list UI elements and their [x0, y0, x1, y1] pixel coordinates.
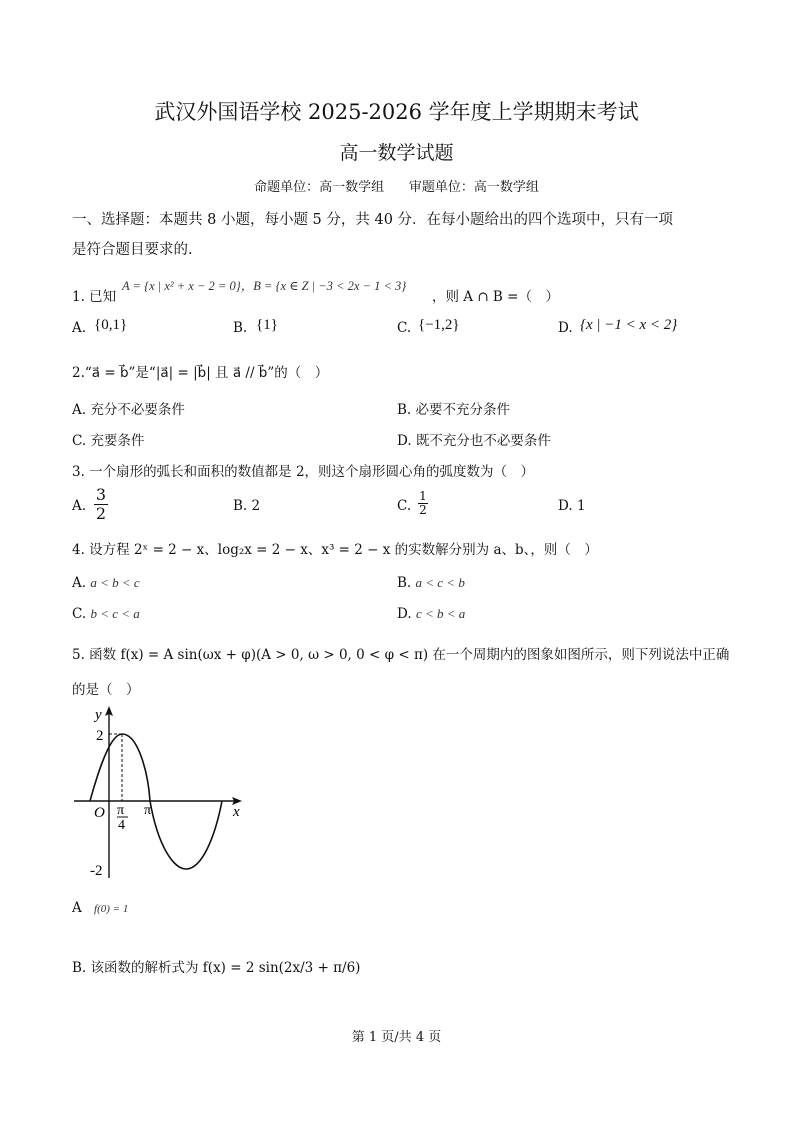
option-label: A.: [72, 575, 87, 591]
option-text: c < b < a: [415, 606, 466, 621]
question-1-option-d-label: D.: [558, 320, 573, 336]
question-3-option-c-label: C.: [397, 498, 412, 514]
question-5-stem-line2: 的是（ ）: [72, 682, 140, 698]
option-label: A: [72, 900, 82, 916]
option-label: A.: [72, 402, 87, 418]
option-text: 该函数的解析式为 f(x) = 2 sin(2x/3 + π/6): [90, 960, 361, 976]
question-4-option-d: [397, 606, 465, 622]
question-1-option-d: {x | −1 < x < 2}: [580, 317, 678, 333]
option-text: 必要不充分条件: [415, 402, 511, 418]
option-label: D.: [397, 606, 412, 622]
option-label: B.: [397, 402, 412, 418]
question-1-option-a-label: A.: [72, 320, 87, 336]
option-text: 既不充分也不必要条件: [415, 433, 551, 449]
option-label: B.: [233, 498, 248, 514]
question-1-option-a: {0,1}: [94, 317, 128, 333]
option-label: B.: [397, 575, 412, 591]
fraction-numerator: 3: [95, 485, 107, 504]
question-1-option-b-label: B.: [233, 320, 248, 336]
question-4-option-b: [397, 575, 465, 591]
y-min-label: -2: [90, 863, 103, 879]
question-3-option-a-fraction: [94, 486, 108, 523]
question-5-option-a: [72, 900, 128, 916]
question-3-option-d: [558, 498, 586, 514]
question-3-stem: 3. 一个扇形的弧长和面积的数值都是 2，则这个扇形圆心角的弧度数为（ ）: [72, 464, 535, 480]
page-title: 武汉外国语学校 2025-2026 学年度上学期期末考试: [154, 100, 639, 124]
question-5-option-b: [72, 956, 360, 976]
x-axis-label: x: [233, 804, 240, 820]
question-1-sets: A = {x | x² + x − 2 = 0}，B = {x ∈ Z | −3 < 2x − 1 < 3}: [122, 279, 407, 293]
option-text: 1: [576, 498, 586, 514]
option-label: D.: [397, 433, 412, 449]
question-4-option-a: [72, 575, 140, 591]
option-text: a < b < c: [90, 575, 140, 590]
page-footer: 第 1 页/共 4 页: [351, 1030, 442, 1045]
question-1-option-b: {1}: [256, 317, 278, 333]
option-text: 充分不必要条件: [90, 402, 185, 418]
question-3-option-c-fraction: [418, 490, 428, 517]
section-instructions-line1: 一、选择题：本题共 8 小题，每小题 5 分，共 40 分．在每小题给出的四个选项中，只有一项: [72, 212, 674, 228]
tick-pi4-denominator: 4: [118, 818, 125, 833]
option-label: C.: [72, 433, 87, 449]
question-1-option-c-label: C.: [397, 320, 412, 336]
exam-units: 命题单位：高一数学组 审题单位：高一数学组: [254, 180, 539, 195]
question-2-option-b: [397, 398, 510, 418]
origin-label: O: [94, 805, 105, 821]
question-5-stem-line1: 5. 函数 f(x) = A sin(ωx + φ)(A > 0, ω > 0, 0 < φ < π) 在一个周期内的图象如图所示，则下列说法中正确: [72, 647, 730, 663]
question-1-prefix: 1. 已知: [72, 289, 117, 305]
question-4-stem: 4. 设方程 2ˣ = 2 − x、log₂x = 2 − x、x³ = 2 − x 的实数解分别为 a、b、，则（ ）: [72, 542, 598, 558]
tick-pi-label: π: [144, 803, 152, 818]
fraction-numerator: 1: [419, 489, 427, 503]
fraction-denominator: 2: [419, 503, 427, 517]
tick-pi4-numerator: π: [117, 803, 125, 818]
section-instructions-line2: 是符合题目要求的.: [72, 242, 193, 258]
question-1-option-c: {−1,2}: [418, 317, 460, 333]
question-2-stem: 2.“a⃗ = b⃗”是“|a⃗| = |b⃗| 且 a⃗ // b⃗”的（ ）: [72, 365, 329, 381]
option-text: f(0) = 1: [94, 903, 129, 915]
question-3-option-b: [233, 498, 260, 514]
option-text: a < c < b: [415, 575, 465, 590]
option-text: 充要条件: [90, 433, 145, 449]
sine-graph: [70, 702, 250, 882]
option-label: D.: [558, 498, 573, 514]
question-2-option-a: [72, 398, 185, 418]
option-text: 2: [251, 498, 261, 514]
y-axis-label: y: [95, 707, 102, 723]
question-4-option-c: [72, 606, 140, 622]
question-2-option-c: [72, 429, 144, 449]
option-label: C.: [72, 606, 87, 622]
question-1-suffix: ，则 A ∩ B =（ ）: [432, 289, 559, 305]
option-text: b < c < a: [90, 606, 140, 621]
page-subtitle: 高一数学试题: [339, 142, 454, 164]
question-2-option-d: [397, 429, 551, 449]
option-label: B.: [72, 960, 87, 976]
question-3-option-a-label: A.: [72, 498, 87, 514]
y-max-label: 2: [96, 728, 104, 744]
fraction-denominator: 2: [95, 504, 107, 523]
